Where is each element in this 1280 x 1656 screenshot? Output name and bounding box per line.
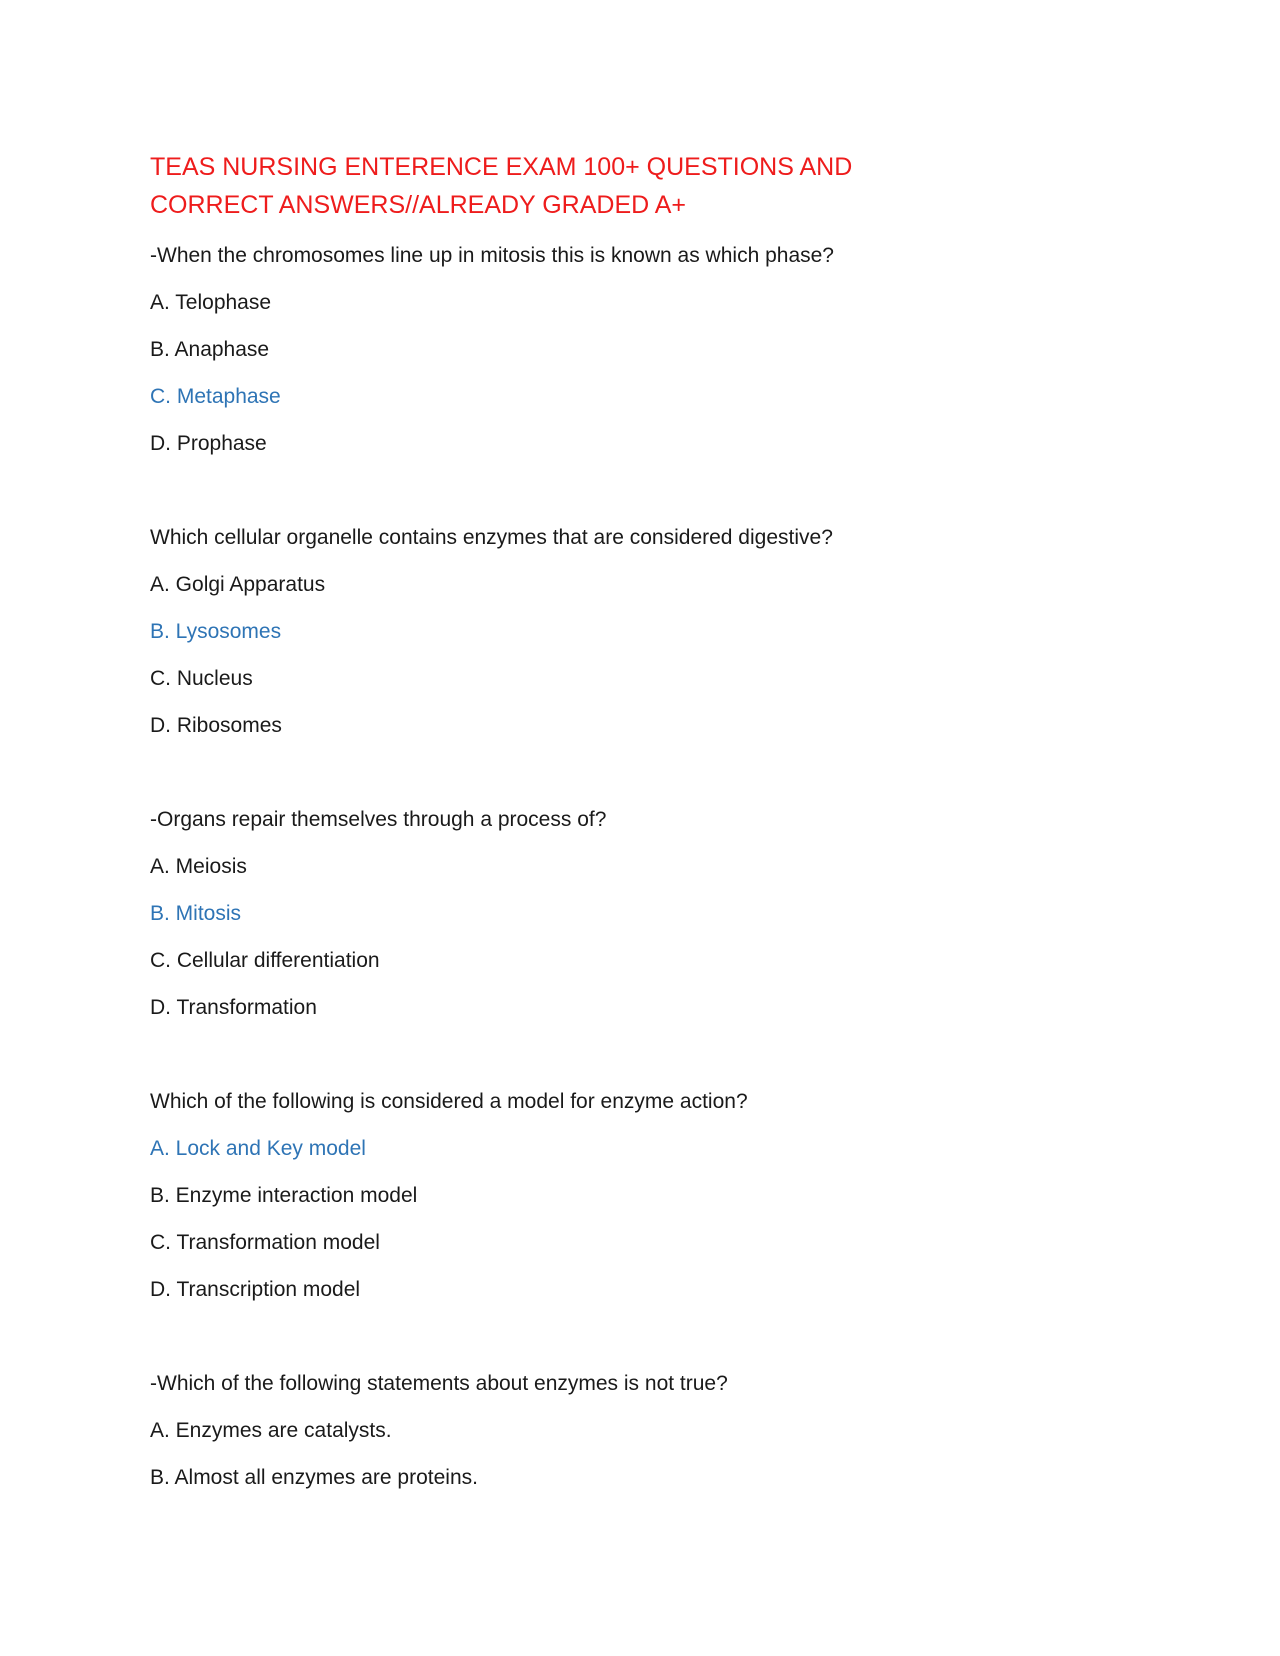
spacer xyxy=(150,1323,1130,1370)
question-block-2 xyxy=(150,524,1130,740)
answer-option: C. Cellular differentiation xyxy=(150,949,380,972)
answer-option: D. Transcription model xyxy=(150,1278,361,1301)
question-text: -Organs repair themselves through a process of? xyxy=(150,808,607,831)
question-text: -When the chromosomes line up in mitosis this is known as which phase? xyxy=(150,244,834,267)
question-block-3 xyxy=(150,806,1130,1022)
answer-option-correct: A. Lock and Key model xyxy=(150,1137,366,1160)
answer-option-correct: B. Mitosis xyxy=(150,902,242,925)
answer-option: C. Transformation model xyxy=(150,1231,380,1254)
question-block-4 xyxy=(150,1088,1130,1304)
spacer xyxy=(150,1041,1130,1088)
answer-option: A. Meiosis xyxy=(150,855,247,878)
question-text: Which cellular organelle contains enzymes that are considered digestive? xyxy=(150,526,833,549)
document-title: TEAS NURSING ENTERENCE EXAM 100+ QUESTIONS AND CORRECT ANSWERS//ALREADY GRADED A+ xyxy=(150,153,853,219)
answer-option: B. Almost all enzymes are proteins. xyxy=(150,1466,478,1489)
answer-option: D. Transformation xyxy=(150,996,317,1019)
answer-option: A. Telophase xyxy=(150,291,272,314)
answer-option: D. Ribosomes xyxy=(150,714,282,737)
answer-option-correct: B. Lysosomes xyxy=(150,620,282,643)
question-text: -Which of the following statements about enzymes is not true? xyxy=(150,1372,728,1395)
answer-option: B. Enzyme interaction model xyxy=(150,1184,418,1207)
question-block-5 xyxy=(150,1370,1130,1492)
spacer xyxy=(150,759,1130,806)
answer-option: C. Nucleus xyxy=(150,667,253,690)
answer-option: B. Anaphase xyxy=(150,338,270,361)
spacer xyxy=(150,477,1130,524)
answer-option: A. Golgi Apparatus xyxy=(150,573,326,596)
question-text: Which of the following is considered a model for enzyme action? xyxy=(150,1090,748,1113)
answer-option: A. Enzymes are catalysts. xyxy=(150,1419,392,1442)
answer-option-correct: C. Metaphase xyxy=(150,385,281,408)
answer-option: D. Prophase xyxy=(150,432,267,455)
question-block-1 xyxy=(150,242,1130,458)
